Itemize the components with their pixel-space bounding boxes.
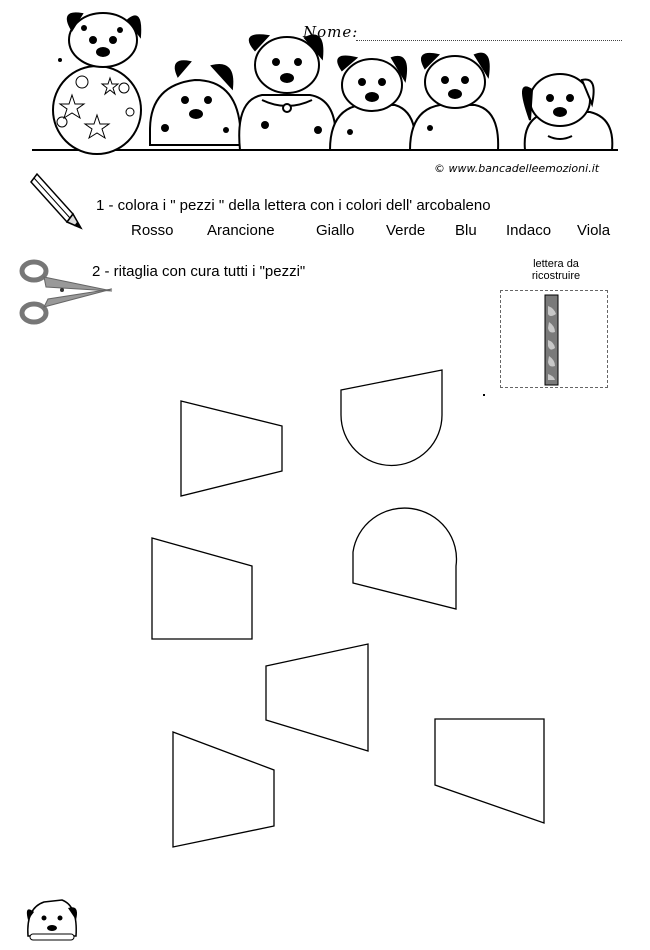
- puppy-4: [330, 57, 415, 151]
- instruction-step-2: 2 - ritaglia con cura tutti i "pezzi": [92, 263, 306, 280]
- color-arancione: Arancione: [207, 222, 275, 239]
- piece-2: [341, 370, 442, 465]
- piece-4: [353, 508, 456, 609]
- puppy-3: [239, 35, 335, 150]
- name-label: Nome:: [303, 23, 359, 41]
- instruction-step-1: 1 - colora i " pezzi " della lettera con i colori dell' arcobaleno: [96, 197, 491, 214]
- pencil-icon: [27, 170, 87, 232]
- piece-3: [152, 538, 252, 639]
- puppy-1: [58, 13, 140, 67]
- piece-5: [266, 644, 368, 751]
- color-verde: Verde: [386, 222, 426, 239]
- name-write-line[interactable]: [356, 40, 622, 41]
- target-label-line-1: lettera da: [533, 258, 579, 270]
- target-label-line-2: ricostruire: [531, 270, 581, 282]
- small-puppy-icon: [22, 888, 82, 944]
- puppy-6: [523, 74, 612, 150]
- pieces-area: [0, 360, 650, 860]
- piece-6: [173, 732, 274, 847]
- color-blu: Blu: [455, 222, 477, 239]
- website-credit: © www.bancadelleemozioni.it: [434, 162, 600, 175]
- color-rosso: Rosso: [131, 222, 174, 239]
- puppy-2: [150, 61, 240, 145]
- color-indaco: Indaco: [506, 222, 552, 239]
- puppy-5: [410, 54, 498, 150]
- ball-icon: [53, 66, 141, 154]
- piece-7: [435, 719, 544, 823]
- piece-1: [181, 401, 282, 496]
- color-giallo: Giallo: [316, 222, 355, 239]
- target-letter-label: [499, 258, 613, 282]
- color-viola: Viola: [577, 222, 611, 239]
